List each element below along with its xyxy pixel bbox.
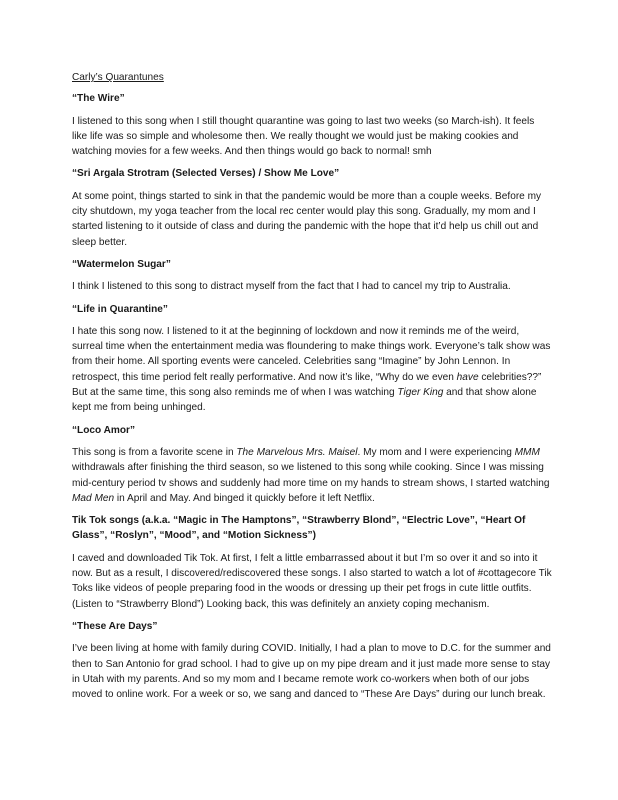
text-run: I caved and downloaded Tik Tok. At first, I felt a little embarrassed about it but I’m so over it and so into it now. But as a result, I discovered/rediscovered these songs. I also started to watch a lot of #cottagecore Tik Toks like videos of people preparing food in the woods or dressing up their pet frogs in cute little outfits. (Listen to “Strawberry Blond”) Looking back, this was definitely an anxiety coping mechanism.: [72, 552, 552, 610]
song-title: “These Are Days”: [72, 620, 158, 632]
italic-text: Tiger King: [397, 387, 444, 399]
italic-text: MMM: [514, 446, 540, 458]
song-title: “Sri Argala Strotram (Selected Verses) / Show Me Love”: [72, 168, 340, 180]
song-section: [72, 166, 552, 249]
text-run: celebrities??” But at the same time, this song also reminds me of when I was watching: [72, 371, 542, 399]
song-section: [72, 91, 552, 159]
song-section: [72, 257, 552, 295]
song-description: [72, 641, 552, 702]
song-title: Tik Tok songs (a.k.a. “Magic in The Hamptons”, “Strawberry Blond”, “Electric Love”, “Heart Of Glass”, “Roslyn”, “Mood”, and “Motion Sickness”): [72, 515, 526, 542]
song-description: [72, 279, 552, 294]
text-run: I think I listened to this song to distract myself from the fact that I had to cancel my trip to Australia.: [72, 281, 511, 293]
text-run: At some point, things started to sink in that the pandemic would be more than a couple weeks. Before my city shutdown, my yoga teacher from the local rec center would play this song. Gradually, my mom and I started listening to it outside of class and during the pandemic with the hope that it’d help us chill out and sleep better.: [72, 190, 542, 248]
song-sections: [72, 91, 552, 702]
song-section: [72, 423, 552, 506]
text-run: . My mom and I were experiencing: [357, 446, 515, 458]
text-run: and that show alone kept me from being unhinged.: [72, 387, 537, 414]
song-description: [72, 114, 552, 160]
song-description: [72, 189, 552, 250]
song-description: [72, 324, 552, 416]
text-run: in April and May. And binged it quickly before it left Netflix.: [114, 492, 375, 504]
text-run: withdrawals after finishing the third season, so we listened to this song while cooking. Since I was missing mid-century period tv shows and suddenly had more time on my hands to stream shows, I started watching: [72, 462, 550, 489]
song-section: [72, 619, 552, 702]
document-title: Carly’s Quarantunes: [72, 72, 164, 83]
text-run: I listened to this song when I still thought quarantine was going to last two weeks (so March-ish). It feels like life was so simple and wholesome then. We really thought we would just be making cookies and watching movies for a few weeks. And then things would go back to normal! smh: [72, 115, 535, 158]
italic-text: have: [456, 371, 479, 383]
italic-text: Mad Men: [72, 492, 115, 504]
document-page: [72, 70, 552, 709]
song-title: “Life in Quarantine”: [72, 303, 168, 315]
song-title: “Watermelon Sugar”: [72, 258, 171, 270]
text-run: I hate this song now. I listened to it at the beginning of lockdown and now it reminds me of the weird, surreal time when the entertainment media was floundering to make things work. Everyone’s talk show was from their home. All sporting events were canceled. Celebrities sang “Imagine” by John Lennon. In retrospect, this time period felt really performative. And now it’s like, “Why do we even: [72, 325, 551, 383]
song-title: “Loco Amor”: [72, 424, 135, 436]
song-description: [72, 445, 552, 506]
text-run: I’ve been living at home with family during COVID. Initially, I had a plan to move to D.C. for the summer and then to San Antonio for grad school. I had to give up on my pipe dream and it just made more sense to stay in Utah with my parents. And so my mom and I became remote work co-workers when both of our jobs moved to online work. For a week or so, we sang and danced to “These Are Days” during our lunch break.: [72, 643, 551, 701]
song-title: “The Wire”: [72, 93, 125, 105]
song-section: [72, 513, 552, 612]
text-run: This song is from a favorite scene in: [72, 446, 237, 458]
italic-text: The Marvelous Mrs. Maisel: [236, 446, 358, 458]
song-description: [72, 551, 552, 612]
song-section: [72, 302, 552, 416]
